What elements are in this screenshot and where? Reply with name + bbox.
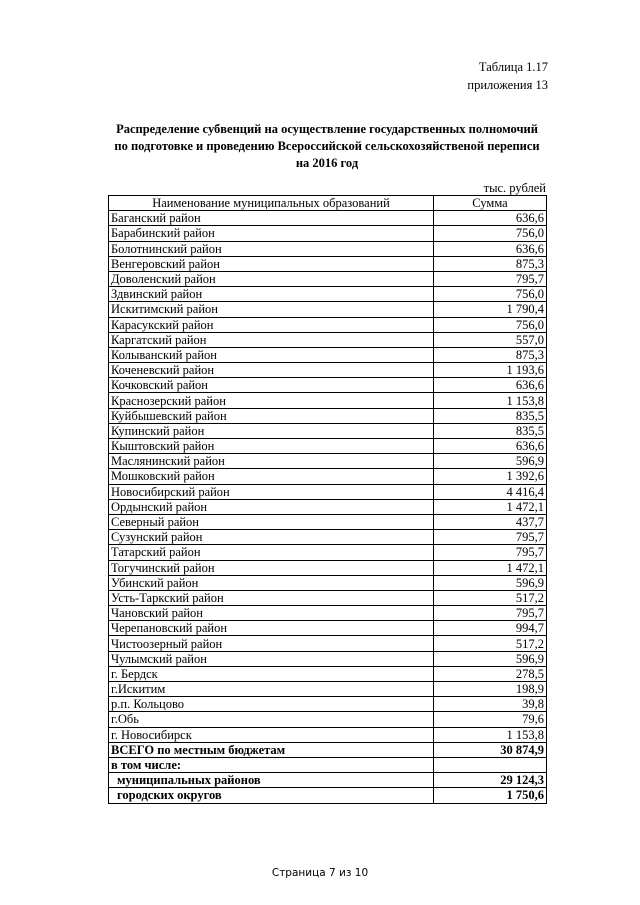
subvention-amount: 1 472,1	[434, 560, 547, 575]
municipality-name: Черепановский район	[109, 621, 434, 636]
municipality-name: г.Обь	[109, 712, 434, 727]
municipality-name: Барабинский район	[109, 226, 434, 241]
municipality-name: Татарский район	[109, 545, 434, 560]
municipality-name: р.п. Кольцово	[109, 697, 434, 712]
municipality-name: Доволенский район	[109, 271, 434, 286]
subvention-amount: 1 790,4	[434, 302, 547, 317]
subvention-amount: 756,0	[434, 226, 547, 241]
subvention-amount: 198,9	[434, 682, 547, 697]
districts-subtotal-value: 29 124,3	[434, 773, 547, 788]
table-row	[109, 727, 547, 742]
table-row	[109, 499, 547, 514]
table-row	[109, 651, 547, 666]
urban-subtotal-value: 1 750,6	[434, 788, 547, 803]
table-row	[109, 302, 547, 317]
table-row	[109, 287, 547, 302]
subvention-amount: 1 153,8	[434, 727, 547, 742]
subvention-amount: 1 153,8	[434, 393, 547, 408]
subvention-amount: 636,6	[434, 241, 547, 256]
municipality-name: Чановский район	[109, 606, 434, 621]
table-header-row	[109, 196, 547, 211]
districts-subtotal-label: муниципальных районов	[109, 773, 434, 788]
table-row	[109, 393, 547, 408]
table-row	[109, 408, 547, 423]
municipality-name: Северный район	[109, 514, 434, 529]
table-row	[109, 469, 547, 484]
municipality-name: Новосибирский район	[109, 484, 434, 499]
table-row	[109, 530, 547, 545]
municipality-name: Мошковский район	[109, 469, 434, 484]
municipality-name: Чистоозерный район	[109, 636, 434, 651]
subvention-amount: 756,0	[434, 287, 547, 302]
subventions-table	[108, 195, 547, 804]
municipality-name: Коченевский район	[109, 363, 434, 378]
table-row	[109, 332, 547, 347]
municipality-name: Кочковский район	[109, 378, 434, 393]
municipality-name: г. Бердск	[109, 666, 434, 681]
subvention-amount: 756,0	[434, 317, 547, 332]
subvention-amount: 795,7	[434, 530, 547, 545]
table-row	[109, 484, 547, 499]
table-row	[109, 514, 547, 529]
including-label: в том числе:	[109, 757, 434, 772]
table-row	[109, 621, 547, 636]
table-row	[109, 606, 547, 621]
municipality-name: Каргатский район	[109, 332, 434, 347]
subvention-amount: 795,7	[434, 545, 547, 560]
table-row	[109, 271, 547, 286]
table-row	[109, 211, 547, 226]
municipality-name: Кыштовский район	[109, 439, 434, 454]
page-number: Страница 7 из 10	[271, 867, 369, 879]
subvention-amount: 39,8	[434, 697, 547, 712]
municipality-name: Венгеровский район	[109, 256, 434, 271]
subvention-amount: 835,5	[434, 423, 547, 438]
subvention-amount: 4 416,4	[434, 484, 547, 499]
table-row	[109, 423, 547, 438]
municipality-name: Болотнинский район	[109, 241, 434, 256]
table-number: Таблица 1.17	[478, 60, 548, 74]
document-title: Распределение субвенций на осуществление государственных полномочий по подготовке и проведению Всероссийской сельскохозяйственой переписи на 2016 год	[114, 122, 540, 170]
units-label: тыс. рублей	[483, 181, 546, 195]
subvention-amount: 795,7	[434, 271, 547, 286]
table-row	[109, 317, 547, 332]
table-totals	[109, 742, 547, 803]
subvention-amount: 517,2	[434, 590, 547, 605]
subvention-amount: 1 472,1	[434, 499, 547, 514]
urban-subtotal-row	[109, 788, 547, 803]
subvention-amount: 437,7	[434, 514, 547, 529]
subvention-amount: 835,5	[434, 408, 547, 423]
table-row	[109, 697, 547, 712]
table-row	[109, 256, 547, 271]
subvention-amount: 517,2	[434, 636, 547, 651]
total-row	[109, 742, 547, 757]
municipality-name: Баганский район	[109, 211, 434, 226]
municipality-name: Убинский район	[109, 575, 434, 590]
municipality-name: Искитимский район	[109, 302, 434, 317]
table-row	[109, 347, 547, 362]
subvention-amount: 636,6	[434, 211, 547, 226]
subvention-amount: 1 392,6	[434, 469, 547, 484]
municipality-name: Здвинский район	[109, 287, 434, 302]
districts-subtotal-row	[109, 773, 547, 788]
subvention-amount: 1 193,6	[434, 363, 547, 378]
table-row	[109, 712, 547, 727]
column-header-sum: Сумма	[434, 196, 547, 211]
table-row	[109, 378, 547, 393]
municipality-name: Усть-Таркский район	[109, 590, 434, 605]
including-row	[109, 757, 547, 772]
municipality-name: Ордынский район	[109, 499, 434, 514]
table-reference	[467, 58, 548, 94]
municipality-name: Чулымский район	[109, 651, 434, 666]
municipality-name: Маслянинский район	[109, 454, 434, 469]
urban-subtotal-label: городских округов	[109, 788, 434, 803]
subvention-amount: 994,7	[434, 621, 547, 636]
table-row	[109, 560, 547, 575]
appendix-number: приложения 13	[467, 78, 548, 92]
municipality-name: Тогучинский район	[109, 560, 434, 575]
municipality-name: Карасукский район	[109, 317, 434, 332]
including-value	[434, 757, 547, 772]
subvention-amount: 795,7	[434, 606, 547, 621]
municipality-name: г.Искитим	[109, 682, 434, 697]
subvention-amount: 596,9	[434, 454, 547, 469]
subvention-amount: 636,6	[434, 378, 547, 393]
column-header-name: Наименование муниципальных образований	[109, 196, 434, 211]
municipality-name: Купинский район	[109, 423, 434, 438]
municipality-name: Колыванский район	[109, 347, 434, 362]
table-row	[109, 439, 547, 454]
municipality-name: Краснозерский район	[109, 393, 434, 408]
municipality-name: Сузунский район	[109, 530, 434, 545]
table-row	[109, 545, 547, 560]
total-value: 30 874,9	[434, 742, 547, 757]
subvention-amount: 636,6	[434, 439, 547, 454]
table-row	[109, 241, 547, 256]
subvention-amount: 875,3	[434, 347, 547, 362]
municipality-name: г. Новосибирск	[109, 727, 434, 742]
table-row	[109, 666, 547, 681]
table-body	[109, 211, 547, 743]
subvention-amount: 557,0	[434, 332, 547, 347]
subvention-amount: 278,5	[434, 666, 547, 681]
table-row	[109, 636, 547, 651]
table-row	[109, 454, 547, 469]
table-row	[109, 575, 547, 590]
total-label: ВСЕГО по местным бюджетам	[109, 742, 434, 757]
municipality-name: Куйбышевский район	[109, 408, 434, 423]
subvention-amount: 596,9	[434, 651, 547, 666]
table-row	[109, 590, 547, 605]
subvention-amount: 79,6	[434, 712, 547, 727]
table-row	[109, 682, 547, 697]
subvention-amount: 875,3	[434, 256, 547, 271]
table-row	[109, 363, 547, 378]
subvention-amount: 596,9	[434, 575, 547, 590]
table-row	[109, 226, 547, 241]
